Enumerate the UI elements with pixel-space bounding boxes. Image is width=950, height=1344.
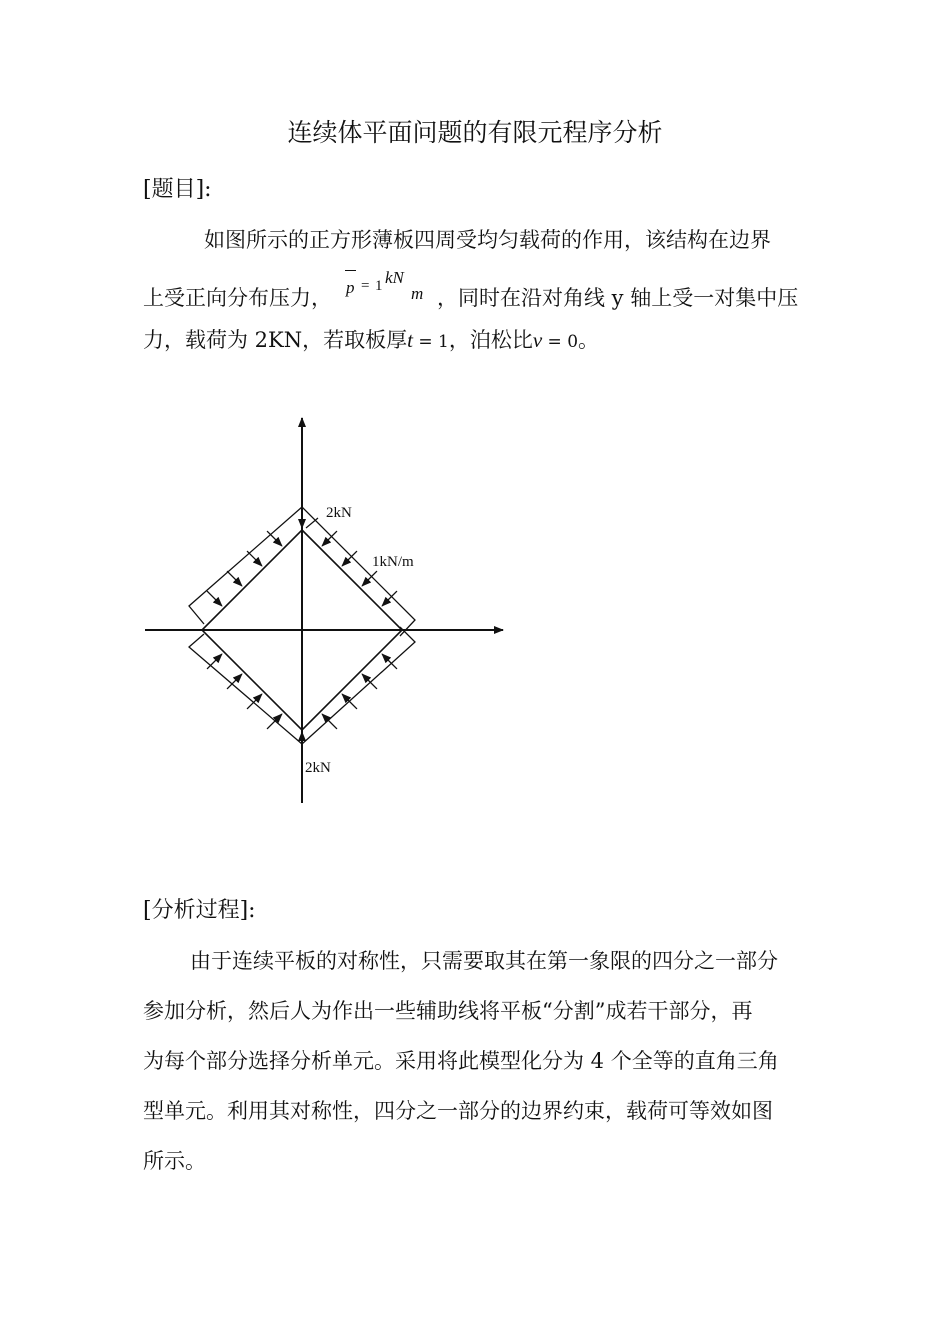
load-band-bottom-left bbox=[189, 634, 302, 744]
analysis-line: 参加分析，然后人为作出一些辅助线将平板“分割”成若干部分，再 bbox=[143, 999, 753, 1023]
page-title: 连续体平面问题的有限元程序分析 bbox=[287, 118, 663, 147]
load-band-top-left bbox=[189, 507, 302, 624]
loaded-plate-figure bbox=[130, 400, 530, 820]
distributed-load-arrow bbox=[207, 591, 222, 606]
problem-line-3-prefix: 力，载荷为 2KN，若取板厚 bbox=[143, 328, 408, 352]
thickness-symbol: t bbox=[407, 328, 413, 352]
problem-line-3-mid: ，泊松比 bbox=[448, 328, 533, 352]
problem-line-2-suffix: ，同时在沿对角线 y 轴上受一对集中压 bbox=[437, 286, 799, 310]
formula-eq: = bbox=[361, 278, 370, 294]
problem-line-3-end: 。 bbox=[578, 328, 600, 352]
distributed-load-arrow bbox=[227, 571, 242, 586]
distributed-load-label: 1kN/m bbox=[372, 554, 414, 570]
load-band-top-right bbox=[302, 507, 415, 636]
poisson-value: = 0 bbox=[542, 332, 579, 352]
distributed-load-arrow bbox=[247, 694, 262, 709]
distributed-load-arrow bbox=[362, 674, 377, 689]
formula-kn: kN bbox=[385, 268, 404, 287]
load-band-bottom-right bbox=[302, 627, 415, 744]
distributed-load-arrow bbox=[382, 591, 397, 606]
problem-line-1: 如图所示的正方形薄板四周受均匀载荷的作用，该结构在边界 bbox=[204, 228, 771, 252]
problem-heading: [题目]: bbox=[143, 177, 212, 202]
formula-p: p bbox=[346, 278, 355, 297]
distributed-load-arrow bbox=[247, 551, 262, 566]
analysis-heading: [分析过程]: bbox=[143, 898, 256, 923]
problem-line-2-prefix: 上受正向分布压力， bbox=[143, 286, 332, 310]
bottom-load-label: 2kN bbox=[305, 760, 331, 776]
thickness-value: = 1 bbox=[412, 332, 449, 352]
analysis-line: 由于连续平板的对称性，只需要取其在第一象限的四分之一部分 bbox=[190, 949, 778, 973]
distributed-load-arrow bbox=[362, 571, 377, 586]
top-load-leader bbox=[306, 518, 318, 528]
analysis-line: 型单元。利用其对称性，四分之一部分的边界约束，载荷可等效如图 bbox=[143, 1099, 773, 1123]
distributed-load-arrow bbox=[322, 714, 337, 729]
formula-one: 1 bbox=[375, 278, 383, 294]
distributed-load-arrow bbox=[207, 654, 222, 669]
poisson-symbol: v bbox=[532, 328, 543, 352]
distributed-load-arrow bbox=[267, 531, 282, 546]
formula-m: m bbox=[411, 284, 424, 303]
top-load-label: 2kN bbox=[326, 505, 352, 521]
problem-line-3 bbox=[143, 324, 599, 354]
analysis-line: 所示。 bbox=[143, 1149, 206, 1173]
distributed-load-arrow bbox=[342, 551, 357, 566]
pressure-formula bbox=[342, 268, 442, 306]
formula-overbar bbox=[345, 270, 356, 271]
distributed-load-arrow bbox=[382, 654, 397, 669]
distributed-load-arrow bbox=[322, 531, 337, 546]
analysis-line: 为每个部分选择分析单元。采用将此模型化分为 4 个全等的直角三角 bbox=[143, 1049, 779, 1073]
